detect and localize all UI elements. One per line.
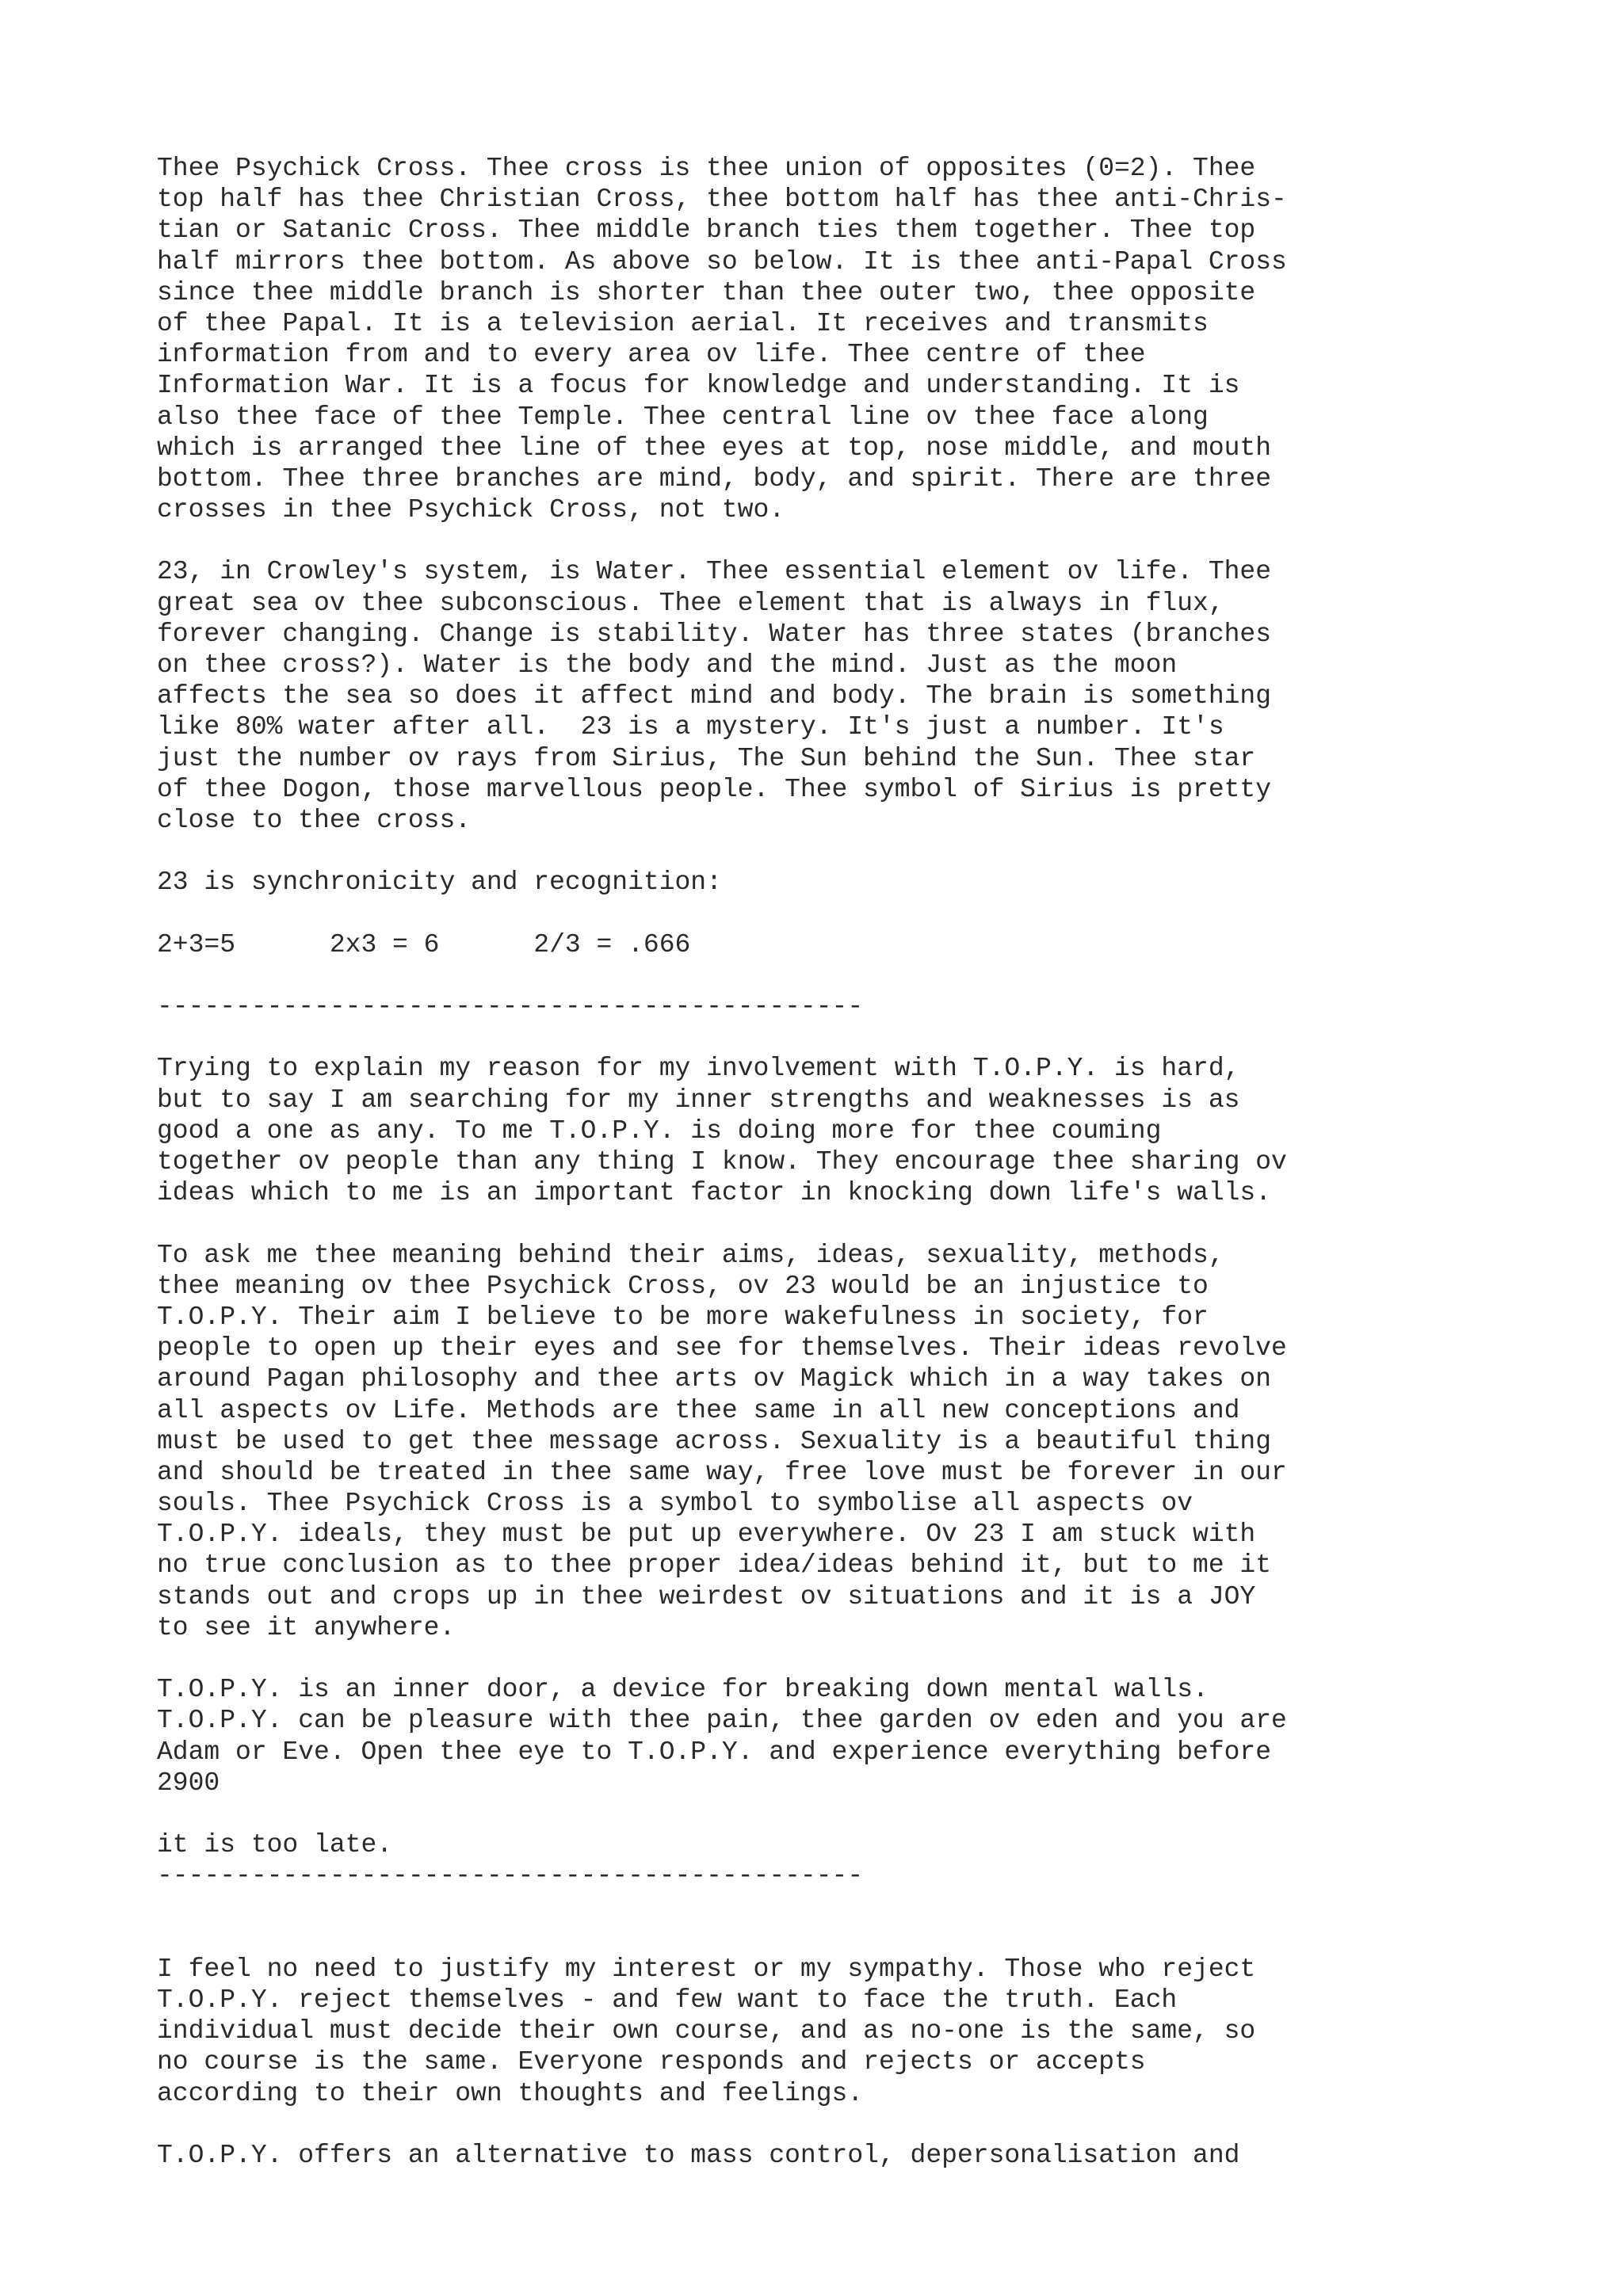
text-line: 23 is synchronicity and recognition:	[157, 868, 722, 898]
text-line: 2900	[157, 1768, 220, 1798]
text-line: To ask me thee meaning behind their aims, ideas, sexuality, methods,	[157, 1240, 1224, 1270]
text-line: half mirrors thee bottom. As above so below. It is thee anti-Papal Cross	[157, 246, 1287, 277]
paragraph	[157, 991, 1583, 1022]
text-line: to see it anywhere.	[157, 1612, 456, 1642]
text-line: of thee Dogon, those marvellous people. Thee symbol of Sirius is pretty	[157, 774, 1272, 804]
text-line: like 80% water after all. 23 is a mystery. It's just a number. It's	[157, 712, 1224, 742]
text-line: since thee middle branch is shorter than thee outer two, thee opposite	[157, 277, 1256, 307]
text-line: souls. Thee Psychick Cross is a symbol to symbolise all aspects ov	[157, 1489, 1193, 1519]
text-line: Thee Psychick Cross. Thee cross is thee union of opposites (0=2). Thee	[157, 154, 1256, 183]
text-line: T.O.P.Y. offers an alternative to mass control, depersonalisation and	[157, 2141, 1240, 2170]
text-line: stands out and crops up in thee weirdest ov situations and it is a JOY	[157, 1581, 1256, 1611]
text-line: which is arranged thee line of thee eyes at top, nose middle, and mouth	[157, 433, 1272, 463]
text-line: 2+3=5 2x3 = 6 2/3 = .666	[157, 929, 691, 959]
text-line: all aspects ov Life. Methods are thee same in all new conceptions and	[157, 1395, 1240, 1425]
paragraph	[157, 2140, 1583, 2171]
text-line: Information War. It is a focus for knowledge and understanding. It is	[157, 371, 1240, 401]
text-line: forever changing. Change is stability. Water has three states (branches	[157, 619, 1272, 649]
text-line: Adam or Eve. Open thee eye to T.O.P.Y. and experience everything before	[157, 1737, 1272, 1767]
text-line: top half has thee Christian Cross, thee bottom half has thee anti-Chris-	[157, 185, 1287, 215]
text-line: together ov people than any thing I know. They encourage thee sharing ov	[157, 1147, 1287, 1177]
text-line: thee meaning ov thee Psychick Cross, ov 23 would be an injustice to	[157, 1271, 1209, 1301]
text-line: close to thee cross.	[157, 805, 472, 835]
paragraph	[157, 556, 1583, 836]
text-line: Trying to explain my reason for my involvement with T.O.P.Y. is hard,	[157, 1054, 1240, 1084]
paragraph	[157, 929, 1583, 960]
text-line: individual must decide their own course, and as no-one is the same, so	[157, 2016, 1256, 2046]
paragraph	[157, 1954, 1583, 2109]
text-line: around Pagan philosophy and thee arts ov Magick which in a way takes on	[157, 1364, 1272, 1394]
text-line	[157, 1892, 1583, 1923]
text-line: affects the sea so does it affect mind and body. The brain is something	[157, 681, 1272, 711]
text-line: no course is the same. Everyone responds and rejects or accepts	[157, 2047, 1146, 2077]
paragraph	[157, 1674, 1583, 1798]
paragraph	[157, 1240, 1583, 1643]
paragraph	[157, 1829, 1583, 1891]
text-line: T.O.P.Y. Their aim I believe to be more wakefulness in society, for	[157, 1302, 1209, 1332]
text-line: no true conclusion as to thee proper idea/ideas behind it, but to me it	[157, 1550, 1272, 1581]
text-line: but to say I am searching for my inner strengths and weaknesses is as	[157, 1085, 1240, 1115]
text-line: crosses in thee Psychick Cross, not two.	[157, 495, 785, 525]
text-line: it is too late.	[157, 1830, 393, 1860]
text-line: I feel no need to justify my interest or my sympathy. Those who reject	[157, 1954, 1256, 1984]
paragraph	[157, 1892, 1583, 1923]
text-line: information from and to every area ov life. Thee centre of thee	[157, 340, 1146, 370]
text-line: ---------------------------------------------	[157, 992, 864, 1022]
text-line: according to their own thoughts and feelings.	[157, 2078, 864, 2108]
text-line: people to open up their eyes and see for themselves. Their ideas revolve	[157, 1333, 1287, 1363]
text-line: of thee Papal. It is a television aerial. It receives and transmits	[157, 308, 1209, 338]
text-line: T.O.P.Y. reject themselves - and few want to face the truth. Each	[157, 1985, 1178, 2016]
text-line: also thee face of thee Temple. Thee central line ov thee face along	[157, 402, 1209, 432]
text-line: on thee cross?). Water is the body and the mind. Just as the moon	[157, 650, 1178, 680]
paragraph	[157, 1053, 1583, 1208]
text-line: and should be treated in thee same way, free love must be forever in our	[157, 1457, 1287, 1487]
text-line: 23, in Crowley's system, is Water. Thee essential element ov life. Thee	[157, 557, 1272, 587]
text-line: just the number ov rays from Sirius, The Sun behind the Sun. Thee star	[157, 743, 1256, 773]
document-text	[157, 153, 1583, 2202]
text-line: bottom. Thee three branches are mind, body, and spirit. There are three	[157, 463, 1272, 494]
paragraph	[157, 153, 1583, 525]
text-line: T.O.P.Y. is an inner door, a device for breaking down mental walls.	[157, 1675, 1209, 1705]
text-line: ---------------------------------------------	[157, 1861, 864, 1891]
text-line: great sea ov thee subconscious. Thee element that is always in flux,	[157, 588, 1224, 618]
text-line: ideas which to me is an important factor in knocking down life's walls.	[157, 1178, 1272, 1208]
text-line: T.O.P.Y. can be pleasure with thee pain, thee garden ov eden and you are	[157, 1706, 1287, 1736]
paragraph	[157, 867, 1583, 898]
text-line: must be used to get thee message across. Sexuality is a beautiful thing	[157, 1426, 1272, 1456]
text-line: tian or Satanic Cross. Thee middle branch ties them together. Thee top	[157, 215, 1256, 246]
text-line: good a one as any. To me T.O.P.Y. is doing more for thee couming	[157, 1116, 1162, 1146]
text-line: T.O.P.Y. ideals, they must be put up everywhere. Ov 23 I am stuck with	[157, 1520, 1256, 1550]
